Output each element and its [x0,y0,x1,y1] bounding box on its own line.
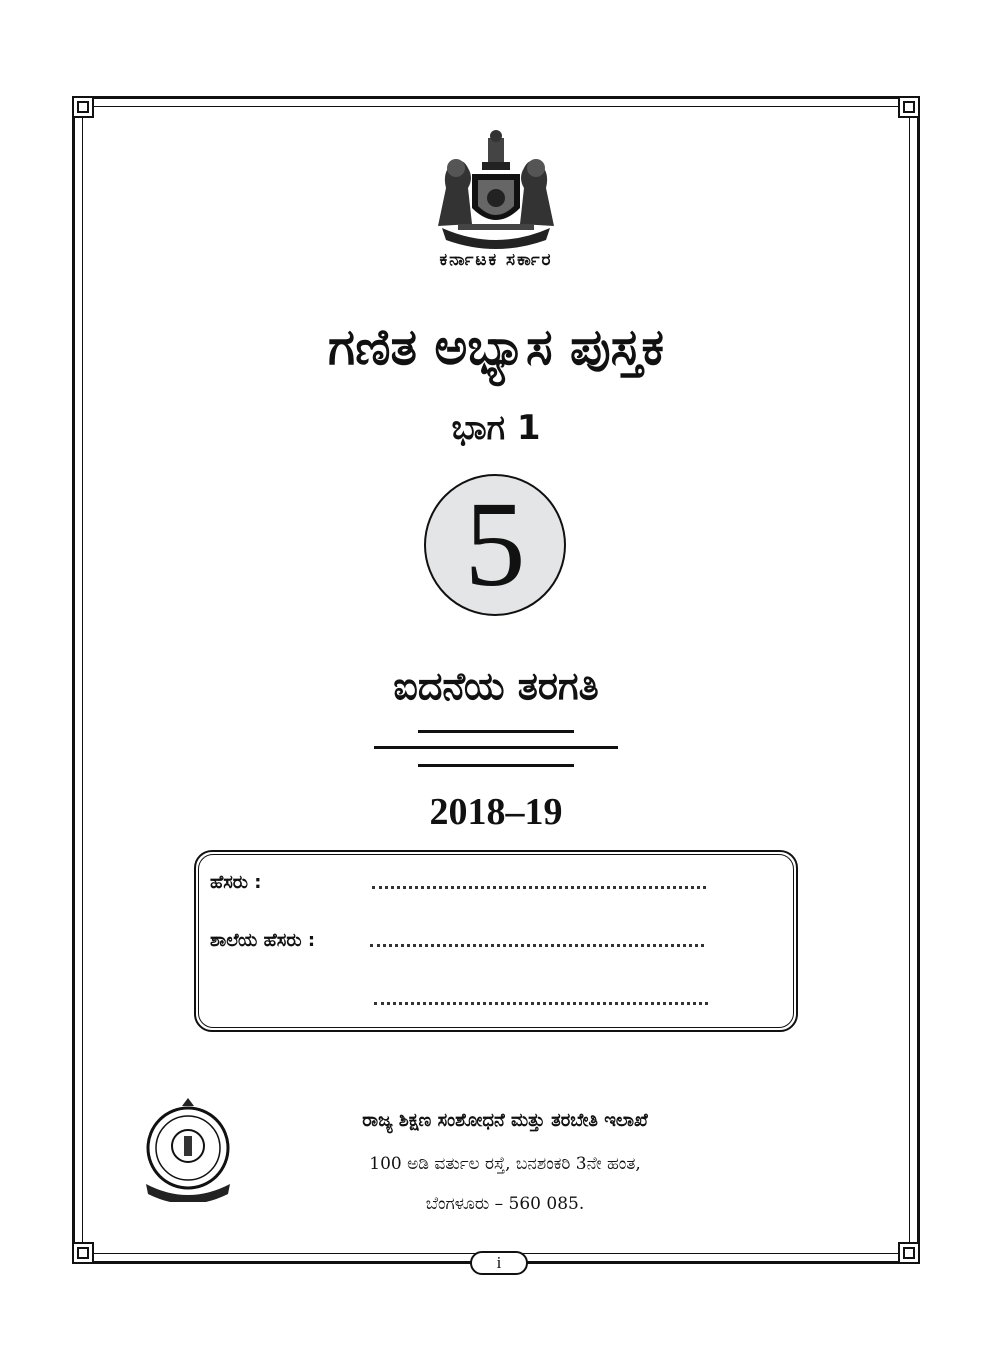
name-fill-line[interactable] [372,886,706,889]
academic-year: 2018–19 [429,791,563,833]
divider-bar [418,764,574,767]
grade-text: ಐದನೆಯ ತರಗತಿ [393,664,599,708]
page-number: i [470,1251,528,1275]
government-name: ಕರ್ನಾಟಕ ಸರ್ಕಾರ [439,250,553,270]
divider-bar [418,730,574,733]
frame-corner-ornament [72,1242,94,1264]
publisher-department: ರಾಜ್ಯ ಶಿಕ್ಷಣ ಸಂಶೋಧನೆ ಮತ್ತು ತರಬೇತಿ ಇಲಾಖೆ [362,1110,648,1131]
dsert-seal-icon [142,1096,234,1202]
school-name-label: ಶಾಲೆಯ ಹೆಸರು : [210,930,316,951]
frame-corner-ornament [72,96,94,118]
frame-corner-ornament [898,96,920,118]
grade-number: 5 [464,477,526,612]
grade-circle [424,474,566,616]
frame-corner-ornament [898,1242,920,1264]
publisher-address-line1: 100 ಅಡಿ ವರ್ತುಲ ರಸ್ತೆ, ಬನಶಂಕರಿ 3ನೇ ಹಂತ, [369,1154,641,1174]
book-title: ಗಣಿತ ಅಭ್ಯಾಸ ಪುಸ್ತಕ [328,318,664,376]
divider-bar [374,746,618,749]
publisher-address-line2: ಬೆಂಗಳೂರು – 560 085. [425,1194,585,1214]
school-name-fill-line-2[interactable] [374,1002,708,1005]
karnataka-emblem-icon [428,128,564,252]
book-part: ಭಾಗ 1 [451,408,541,448]
name-label: ಹೆಸರು : [210,872,262,893]
school-name-fill-line[interactable] [370,944,704,947]
